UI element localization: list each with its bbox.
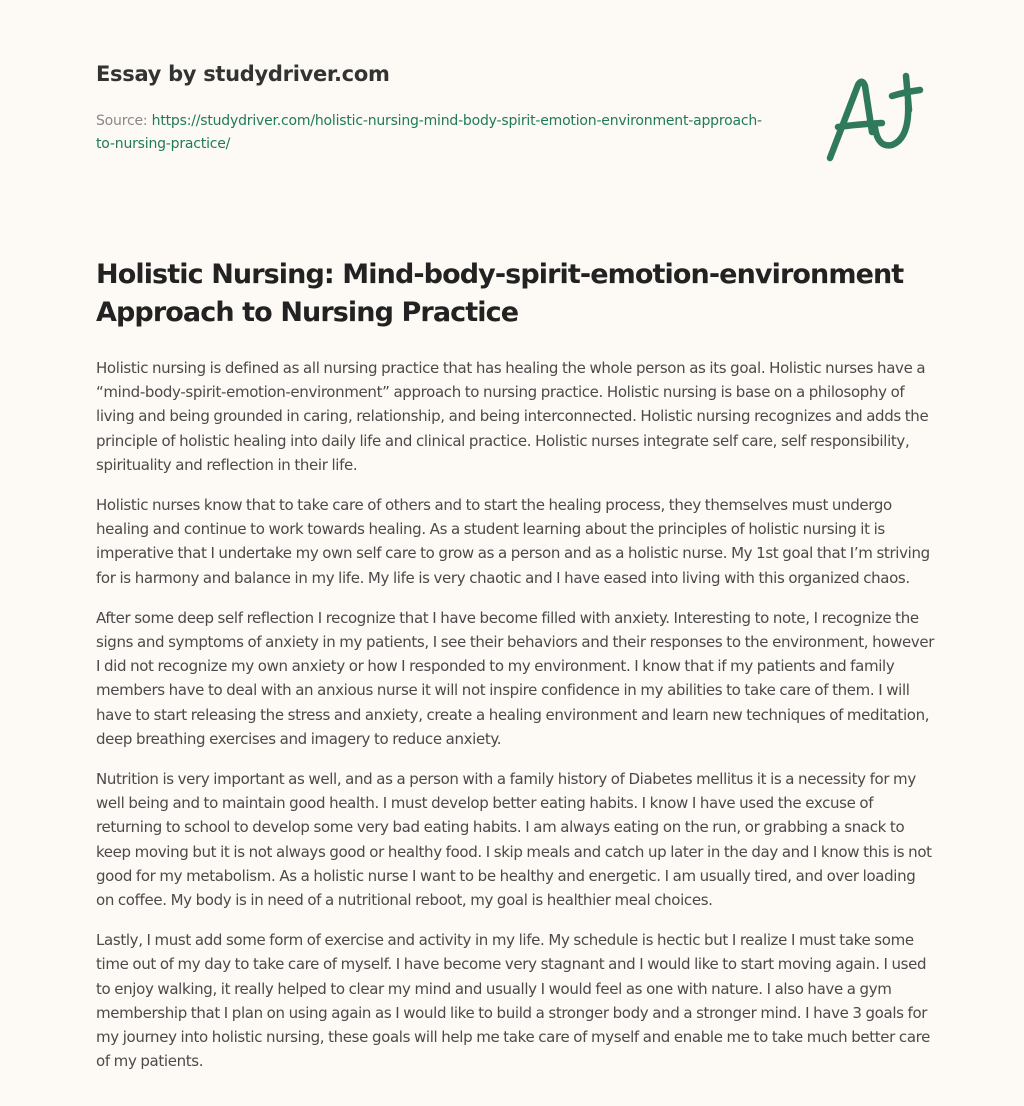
essay-paragraph: Holistic nurses know that to take care of others and to start the healing process, they themselves must undergo healing and continue to work towards healing. As a student learning about the principles of holistic nursing it is imperative that I undertake my own self care to grow as a person and as a holistic nurse. My 1st goal that I’m striving for is harmony and balance in my life. My life is very chaotic and I have eased into living with this organized chaos.	[96, 496, 930, 587]
a-plus-grade-icon	[820, 40, 930, 165]
source-link[interactable]: https://studydriver.com/holistic-nursing-mind-body-spirit-emotion-environment-approach-to-nursing-practice/	[96, 113, 762, 152]
essay-paragraph: Lastly, I must add some form of exercise and activity in my life. My schedule is hectic but I realize I must take some time out of my day to take care of myself. I have become very stagnant and I would like to start moving again. I used to enjoy walking, it really helped to clear my mind and usually I would feel as one with nature. I also have a gym membership that I plan on using again as I would like to build a stronger body and a stronger mind. I have 3 goals for my journey into holistic nursing, these goals will help me take care of myself and enable me to take much better care of my patients.	[96, 931, 931, 1071]
source-line	[96, 110, 776, 156]
essay-paragraph: After some deep self reflection I recognize that I have become filled with anxiety. Interesting to note, I recognize the signs and symptoms of anxiety in my patients, I see their behaviors and their responses to the environment, however I did not recognize my own anxiety or how I responded to my environment. I know that if my patients and family members have to deal with an anxious nurse it will not inspire confidence in my abilities to take care of them. I will have to start releasing the stress and anxiety, create a healing environment and learn new techniques of meditation, deep breathing exercises and imagery to reduce anxiety.	[96, 608, 935, 748]
essay-article	[96, 256, 936, 1089]
site-title: Essay by studydriver.com	[96, 62, 390, 86]
essay-paragraph: Holistic nursing is defined as all nursing practice that has healing the whole person as its goal. Holistic nurses have a “mind-body-spirit-emotion-environment” approach to nursing practice. Holistic nursing is base on a philosophy of living and being grounded in caring, relationship, and being interconnected. Holistic nursing recognizes and adds the principle of holistic healing into daily life and clinical practice. Holistic nurses integrate self care, self responsibility, spirituality and reflection in their life.	[96, 359, 929, 474]
page-header	[96, 62, 776, 156]
source-label: Source:	[96, 113, 148, 129]
essay-title: Holistic Nursing: Mind-body-spirit-emotion-environment Approach to Nursing Practice	[96, 259, 904, 328]
essay-paragraph: Nutrition is very important as well, and as a person with a family history of Diabetes mellitus it is a necessity for my well being and to maintain good health. I must develop better eating habits. I know I have used the excuse of returning to school to develop some very bad eating habits. I am always eating on the run, or grabbing a snack to keep moving but it is not always good or healthy food. I skip meals and catch up later in the day and I know this is not good for my metabolism. As a holistic nurse I want to be healthy and energetic. I am usually tired, and over loading on coffee. My body is in need of a nutritional reboot, my goal is healthier meal choices.	[96, 770, 932, 910]
